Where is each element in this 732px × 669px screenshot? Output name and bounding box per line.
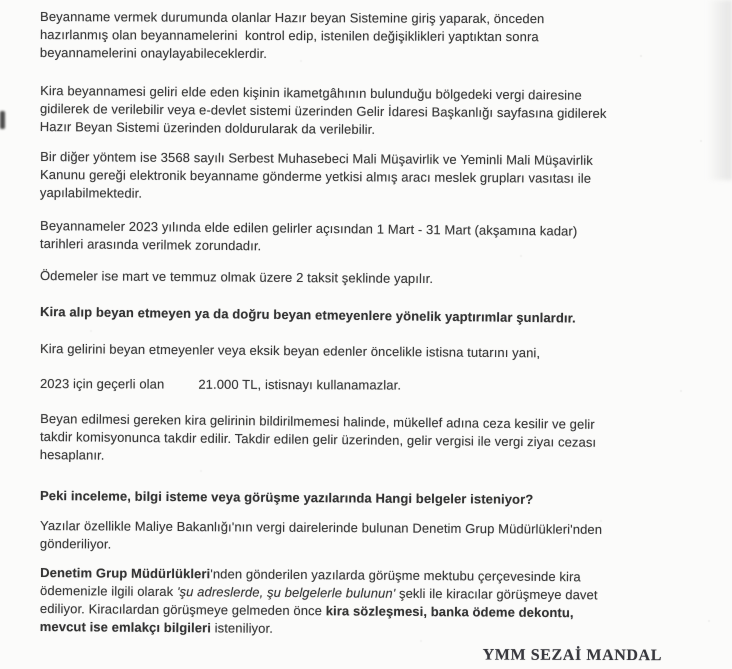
- paragraph-vergi-dairesi-edevlet: Kira beyannamesi geliri elde eden kişinin ikametgâhının bulunduğu bölgedeki vergi dairesine gidilerek de verilebilir veya e-devlet sistemi üzerinden Gelir İdaresi Başkanlığı sayfasına gidilerek Hazır Beyan Sistemi üzerinden doldurularak da verilebilir.: [39, 83, 607, 137]
- heading-yaptirimlar: Kira alıp beyan etmeyen ya da doğru beyan etmeyenlere yönelik yaptırımlar şunlardır.: [39, 304, 576, 326]
- paragraph-beyanname-tarihleri: Beyannameler 2023 yılında elde edilen gelirler açısından 1 Mart - 31 Mart (akşamına kadar) tarihleri arasında verilmek zorundadır.: [39, 218, 578, 254]
- istisna-year-label: 2023 için geçerli olan: [39, 376, 165, 392]
- paragraph-istisna-tutari: Kira gelirini beyan etmeyenler veya eksik beyan edenler öncelikle istisna tutarını yani,: [39, 341, 541, 361]
- heading-hangi-belgeler: Peki inceleme, bilgi isteme veya görüşme yazılarında Hangi belgeler isteniyor?: [39, 488, 534, 507]
- text-segment: isteniliyor.: [210, 620, 274, 636]
- paragraph-hazir-beyan-onay: Beyanname vermek durumunda olanlar Hazır beyan Sistemine giriş yaparak, önceden hazırlanmış olan beyannamelerini kontrol edip, istenilen değişiklikleri yaptıktan sonra beyannamelerini onaylayabileceklerdir.: [39, 9, 545, 61]
- bold-belgeler: kira sözleşmesi, banka ödeme dekontu, mevcut ise emlakçı bilgileri: [39, 603, 574, 636]
- paragraph-odeme-taksit: Ödemeler ise mart ve temmuz olmak üzere 2 taksit şeklinde yapılır.: [39, 268, 434, 287]
- paragraph-istisna-2023: [40, 375, 726, 396]
- istisna-amount: 21.000 TL, istisnayı kullanamazlar.: [198, 376, 402, 393]
- text-segment: şekli ile kiracılar görüşmeye davet ediliyor. Kiracılardan görüşmeye gelmeden önce: [39, 585, 598, 619]
- text-segment: 'nden gönderilen yazılarda görüşme mektubu çerçevesinde kira ödemenizle ilgili olarak: [40, 566, 581, 600]
- paragraph-gorusme-mektubu: [40, 564, 727, 641]
- paragraph-denetim-grup: Yazılar özellikle Maliye Bakanlığı'nın vergi dairelerinde bulunan Denetim Grup Müdürlükleri'nden gönderiliyor.: [39, 518, 603, 552]
- paragraph-ceza-takdir: Beyan edilmesi gereken kira gelirinin bildirilmemesi halinde, mükellef adına ceza kesilir ve gelir takdir komisyonunca takdir edilir. Takdir edilen gelir üzerinden, gelir vergisi ile vergi ziyaı cezası hesaplanır.: [39, 411, 597, 463]
- bold-denetim-grup: Denetim Grup Müdürlükleri: [40, 565, 211, 582]
- signature: YMM SEZAİ MANDAL: [482, 646, 663, 665]
- paragraph-3568-sayili-kanun: Bir diğer yöntem ise 3568 sayılı Serbest Muhasebeci Mali Müşavirlik ve Yeminli Mali Müşavirlik Kanunu gereği elektronik beyanname gönderme yetkisi almış aracı meslek grupları vasıtası ile yapılabilmektedir.: [39, 149, 593, 201]
- italic-quote: 'şu adreslerde, şu belgelerle bulunun': [176, 584, 396, 601]
